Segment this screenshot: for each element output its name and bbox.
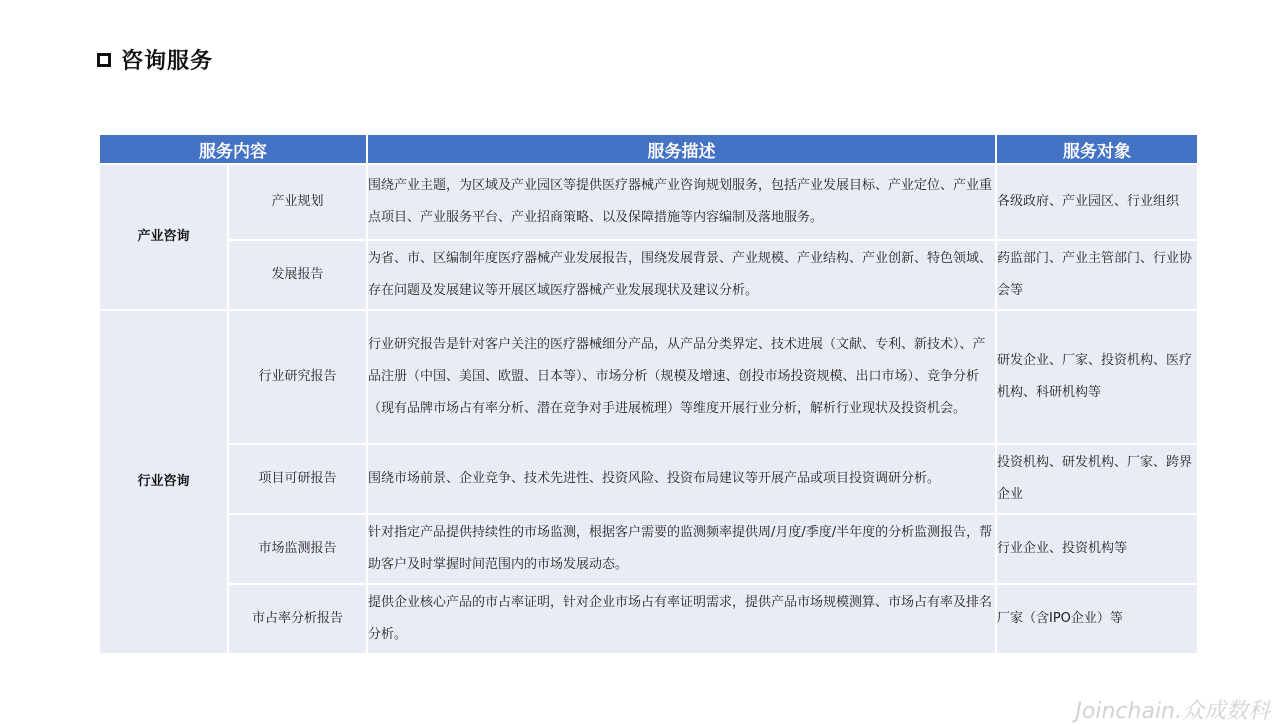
services-table (98, 135, 1199, 655)
table-row (100, 311, 1197, 445)
checkbox-square-icon (97, 53, 111, 67)
service-target: 各级政府、产业园区、行业组织 (997, 165, 1197, 241)
category-industry-consulting: 产业咨询 (100, 165, 227, 311)
service-name: 产业规划 (229, 165, 366, 241)
header-service-content: 服务内容 (100, 135, 366, 165)
table-row (100, 515, 1197, 585)
service-name: 市占率分析报告 (229, 585, 366, 655)
service-target: 投资机构、研发机构、厂家、跨界企业 (997, 445, 1197, 515)
service-name: 行业研究报告 (229, 311, 366, 445)
service-target: 行业企业、投资机构等 (997, 515, 1197, 585)
service-name: 发展报告 (229, 241, 366, 311)
header-service-description: 服务描述 (368, 135, 995, 165)
service-description: 围绕产业主题，为区域及产业园区等提供医疗器械产业咨询规划服务，包括产业发展目标、产业定位、产业重点项目、产业服务平台、产业招商策略、以及保障措施等内容编制及落地服务。 (368, 165, 995, 241)
service-target: 研发企业、厂家、投资机构、医疗机构、科研机构等 (997, 311, 1197, 445)
service-description: 针对指定产品提供持续性的市场监测，根据客户需要的监测频率提供周/月度/季度/半年度的分析监测报告，帮助客户及时掌握时间范围内的市场发展动态。 (368, 515, 995, 585)
service-target: 药监部门、产业主管部门、行业协会等 (997, 241, 1197, 311)
table-row (100, 585, 1197, 655)
table-header-row (100, 135, 1197, 165)
table-row (100, 445, 1197, 515)
service-description: 行业研究报告是针对客户关注的医疗器械细分产品，从产品分类界定、技术进展（文献、专利、新技术）、产品注册（中国、美国、欧盟、日本等）、市场分析（规模及增速、创投市场投资规模、出口市场）、竞争分析（现有品牌市场占有率分析、潜在竞争对手进展梳理）等维度开展行业分析，解析行业现状及投资机会。 (368, 311, 995, 445)
brand-watermark: Joinchain.众成数科 (1075, 699, 1270, 724)
service-description: 提供企业核心产品的市占率证明，针对企业市场占有率证明需求，提供产品市场规模测算、市场占有率及排名分析。 (368, 585, 995, 655)
service-target: 厂家（含IPO企业）等 (997, 585, 1197, 655)
service-description: 为省、市、区编制年度医疗器械产业发展报告，围绕发展背景、产业规模、产业结构、产业创新、特色领域、存在问题及发展建议等开展区域医疗器械产业发展现状及建议分析。 (368, 241, 995, 311)
category-sector-consulting: 行业咨询 (100, 311, 227, 655)
page-title: 咨询服务 (121, 49, 214, 74)
service-name: 项目可研报告 (229, 445, 366, 515)
table-row (100, 241, 1197, 311)
table-row (100, 165, 1197, 241)
service-description: 围绕市场前景、企业竞争、技术先进性、投资风险、投资布局建议等开展产品或项目投资调研分析。 (368, 445, 995, 515)
service-name: 市场监测报告 (229, 515, 366, 585)
page-header (97, 44, 213, 75)
header-service-target: 服务对象 (997, 135, 1197, 165)
